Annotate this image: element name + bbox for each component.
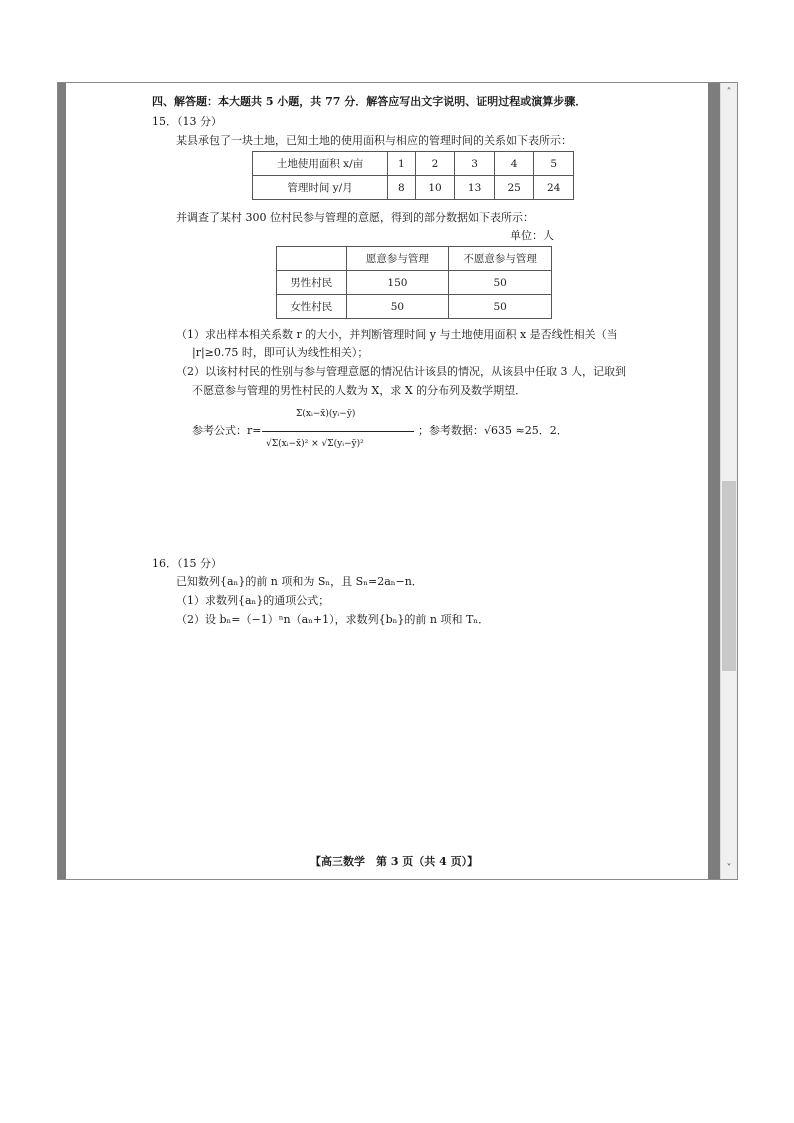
table-cell: 50: [449, 295, 552, 319]
area-time-table: [252, 151, 574, 200]
q16-line1: 已知数列{aₙ}的前 n 项和为 Sₙ，且 Sₙ=2aₙ−n．: [176, 575, 423, 588]
table-cell: 25: [494, 176, 534, 200]
right-margin-strip: [708, 83, 720, 879]
document-viewer: [57, 82, 738, 880]
table-cell: 24: [534, 176, 574, 200]
table-cell: 8: [388, 176, 416, 200]
table-cell: 13: [455, 176, 495, 200]
table-row: [277, 295, 552, 319]
formula-denominator: √Σ(xᵢ−x̄)² × √Σ(yᵢ−ȳ)²: [266, 439, 364, 449]
formula-numerator: Σ(xᵢ−x̄)(yᵢ−ȳ): [296, 409, 356, 419]
table-row: [253, 176, 574, 200]
q15-part2-line2: 不愿意参与管理的男性村民的人数为 X，求 X 的分布列及数学期望．: [192, 384, 527, 397]
document-page: [66, 83, 708, 879]
table-header-cell: 管理时间 y/月: [253, 176, 388, 200]
table-row: [277, 247, 552, 271]
scrollbar-thumb[interactable]: [722, 481, 736, 671]
section-title: 四、解答题：本大题共 5 小题，共 77 分．解答应写出文字说明、证明过程或演算步骤．: [152, 95, 587, 108]
table-header-cell: [277, 247, 347, 271]
table-cell: 男性村民: [277, 271, 347, 295]
table-header-cell: 不愿意参与管理: [449, 247, 552, 271]
scroll-down-icon[interactable]: ˅: [726, 863, 732, 874]
table-cell: 50: [346, 295, 449, 319]
table-cell: 4: [494, 152, 534, 176]
q15-intro: 某县承包了一块土地，已知土地的使用面积与相应的管理时间的关系如下表所示：: [176, 134, 572, 147]
table-cell: 50: [449, 271, 552, 295]
scroll-up-icon[interactable]: ˄: [726, 87, 732, 98]
table-row: [277, 271, 552, 295]
formula-suffix: ；参考数据：√635 ≈25．2．: [418, 424, 568, 437]
q15-survey-line: 并调查了某村 300 位村民参与管理的意愿，得到的部分数据如下表所示：: [176, 211, 534, 224]
table-header-cell: 愿意参与管理: [346, 247, 449, 271]
q15-part1-line1: （1）求出样本相关系数 r 的大小，并判断管理时间 y 与土地使用面积 x 是否线性相关（当: [176, 328, 618, 341]
table-header-cell: 土地使用面积 x/亩: [253, 152, 388, 176]
q16-label: 16．（15 分）: [152, 557, 222, 570]
q16-line2: （1）求数列{aₙ}的通项公式；: [176, 594, 330, 607]
q15-label: 15．（13 分）: [152, 115, 222, 128]
table-cell: 10: [415, 176, 455, 200]
table-cell: 3: [455, 152, 495, 176]
survey-table: [276, 246, 552, 319]
q15-part2-line1: （2）以该村村民的性别与参与管理意愿的情况估计该县的情况，从该县中任取 3 人，记取到: [176, 365, 626, 378]
page-footer: 【高三数学 第 3 页（共 4 页）】: [310, 855, 479, 868]
left-margin-strip: [58, 83, 66, 879]
fraction-bar: [262, 431, 414, 432]
table-cell: 5: [534, 152, 574, 176]
table-row: [253, 152, 574, 176]
vertical-scrollbar[interactable]: [720, 83, 737, 879]
unit-label: 单位：人: [510, 229, 554, 242]
table-cell: 150: [346, 271, 449, 295]
table-cell: 2: [415, 152, 455, 176]
table-cell: 女性村民: [277, 295, 347, 319]
q16-line3: （2）设 bₙ=（−1）ⁿn（aₙ+1），求数列{bₙ}的前 n 项和 Tₙ．: [176, 613, 490, 626]
q15-part1-line2: |r|≥0.75 时，即可认为线性相关）；: [192, 346, 369, 359]
formula-prefix: 参考公式：r=: [192, 424, 262, 437]
table-cell: 1: [388, 152, 416, 176]
